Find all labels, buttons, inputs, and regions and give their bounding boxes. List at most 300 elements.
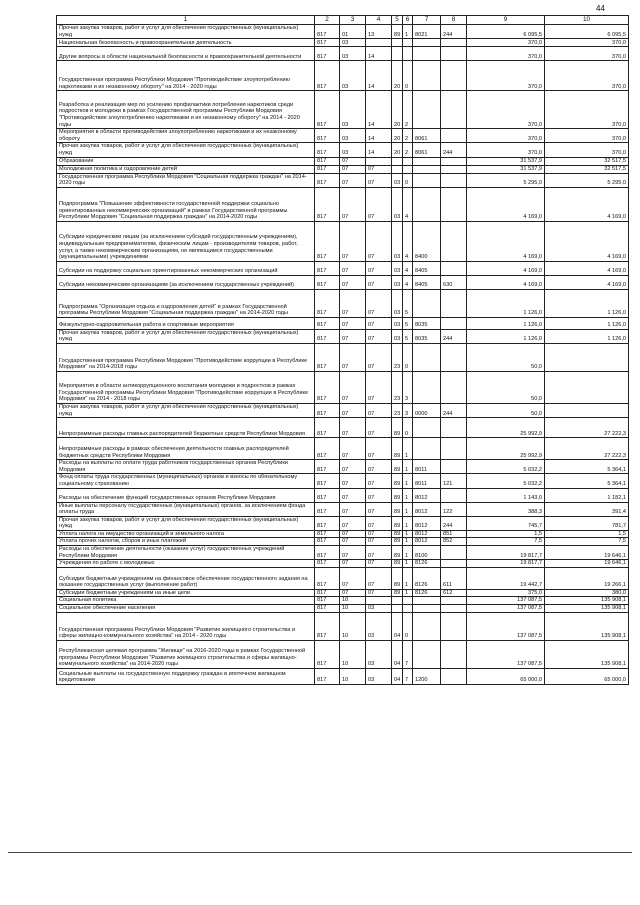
expense-type-cell	[441, 488, 467, 502]
program-cell: 89	[392, 488, 403, 502]
subsection-cell: 07	[366, 261, 392, 275]
subsection-cell: 03	[366, 669, 392, 685]
program-cell: 03	[392, 187, 403, 221]
article-cell	[413, 613, 441, 641]
subprogram-cell: 0	[403, 613, 413, 641]
column-header: 2	[315, 16, 340, 25]
program-cell: 89	[392, 530, 403, 538]
amount-year2-cell: 32 517,5	[545, 157, 629, 165]
amount-year2-cell: 370,0	[545, 61, 629, 91]
article-cell	[413, 165, 441, 173]
row-name-cell: Субсидии некоммерческим организациям (за исключением государственных учреждений)	[57, 275, 315, 289]
table-row	[57, 418, 629, 438]
amount-year2-cell: 370,0	[545, 39, 629, 47]
program-cell	[392, 47, 403, 61]
subsection-cell: 07	[366, 460, 392, 474]
amount-year2-cell: 27 222,3	[545, 418, 629, 438]
column-header: 3	[340, 16, 366, 25]
article-cell: 8126	[413, 560, 441, 568]
article-cell	[413, 289, 441, 317]
section-cell: 03	[340, 47, 366, 61]
subprogram-cell: 1	[403, 516, 413, 530]
table-row	[57, 317, 629, 329]
program-cell	[392, 605, 403, 613]
amount-year1-cell: 19 442,7	[467, 567, 545, 589]
table-row	[57, 143, 629, 157]
subprogram-cell: 4	[403, 221, 413, 261]
admin-code-cell: 817	[315, 329, 340, 343]
table-row	[57, 343, 629, 371]
program-cell: 03	[392, 317, 403, 329]
table-row	[57, 221, 629, 261]
admin-code-cell: 817	[315, 317, 340, 329]
subsection-cell: 07	[366, 187, 392, 221]
amount-year1-cell: 1,5	[467, 530, 545, 538]
table-row	[57, 538, 629, 546]
article-cell	[413, 597, 441, 605]
amount-year2-cell: 135 908,1	[545, 613, 629, 641]
section-cell: 07	[340, 460, 366, 474]
row-name-cell: Уплата налога на имущество организаций и земельного налога	[57, 530, 315, 538]
admin-code-cell: 817	[315, 538, 340, 546]
subprogram-cell: 1	[403, 530, 413, 538]
amount-year1-cell: 19 817,7	[467, 546, 545, 560]
amount-year2-cell: 32 517,5	[545, 165, 629, 173]
subprogram-cell	[403, 47, 413, 61]
admin-code-cell: 817	[315, 502, 340, 516]
section-cell: 03	[340, 61, 366, 91]
row-name-cell: Прочая закупка товаров, работ и услуг для обеспечения государственных (муниципальных) нужд	[57, 25, 315, 39]
subprogram-cell: 1	[403, 25, 413, 39]
row-name-cell: Субсидии бюджетным учреждениям на финансовое обеспечение государственного задания на оказание государственных услуг (выполнение работ)	[57, 567, 315, 589]
amount-year1-cell: 745,7	[467, 516, 545, 530]
expense-type-cell: 244	[441, 143, 467, 157]
budget-table	[56, 15, 629, 685]
table-row	[57, 129, 629, 143]
expense-type-cell	[441, 39, 467, 47]
section-cell: 07	[340, 165, 366, 173]
section-cell: 07	[340, 538, 366, 546]
table-row	[57, 546, 629, 560]
amount-year2-cell: 1 126,0	[545, 317, 629, 329]
subprogram-cell	[403, 597, 413, 605]
admin-code-cell: 817	[315, 343, 340, 371]
amount-year1-cell: 50,0	[467, 403, 545, 417]
amount-year2-cell: 4 169,0	[545, 261, 629, 275]
program-cell: 03	[392, 261, 403, 275]
admin-code-cell: 817	[315, 530, 340, 538]
subsection-cell: 07	[366, 221, 392, 261]
expense-type-cell	[441, 560, 467, 568]
subprogram-cell: 4	[403, 261, 413, 275]
subprogram-cell	[403, 39, 413, 47]
program-cell	[392, 597, 403, 605]
subsection-cell: 07	[366, 418, 392, 438]
expense-type-cell	[441, 371, 467, 403]
admin-code-cell: 817	[315, 289, 340, 317]
article-cell	[413, 39, 441, 47]
row-name-cell: Государственная программа Республики Мордовия "Противодействие злоупотреблению наркотиками и их незаконному обороту" на 2014 - 2020 годы	[57, 61, 315, 91]
program-cell: 20	[392, 61, 403, 91]
amount-year1-cell: 65 000,0	[467, 669, 545, 685]
article-cell	[413, 438, 441, 460]
program-cell: 89	[392, 560, 403, 568]
subprogram-cell: 3	[403, 371, 413, 403]
subsection-cell: 07	[366, 343, 392, 371]
amount-year1-cell: 370,0	[467, 61, 545, 91]
expense-type-cell	[441, 129, 467, 143]
amount-year2-cell: 380,0	[545, 589, 629, 597]
amount-year1-cell: 370,0	[467, 91, 545, 129]
table-row	[57, 157, 629, 165]
section-cell: 07	[340, 187, 366, 221]
amount-year1-cell: 25 992,9	[467, 438, 545, 460]
row-name-cell: Мероприятия в области противодействия злоупотреблению наркотиками и их незаконному обороту	[57, 129, 315, 143]
expense-type-cell	[441, 641, 467, 669]
amount-year1-cell: 370,0	[467, 47, 545, 61]
row-name-cell: Государственная программа Республики Мордовия "Развитие жилищного строительства и сферы жилищно-коммунального хозяйства" на 2014 - 2020 годы	[57, 613, 315, 641]
article-cell	[413, 641, 441, 669]
article-cell: 8012	[413, 516, 441, 530]
section-cell: 07	[340, 221, 366, 261]
admin-code-cell: 817	[315, 597, 340, 605]
subsection-cell: 07	[366, 488, 392, 502]
expense-type-cell	[441, 605, 467, 613]
amount-year2-cell: 4 169,0	[545, 275, 629, 289]
article-cell: 8012	[413, 538, 441, 546]
row-name-cell: Учреждения по работе с молодежью	[57, 560, 315, 568]
amount-year2-cell: 135 908,1	[545, 605, 629, 613]
row-name-cell: Государственная программа Республики Мордовия "Социальная поддержка граждан" на 2014-2020 годы	[57, 173, 315, 187]
amount-year2-cell: 370,0	[545, 91, 629, 129]
row-name-cell: Разработка и реализация мер по усилению профилактики потребления наркотиков среди подростков и молодежи в рамках Государственной программы Республики Мордовия "Противодействие злоупотреблению наркотиками и их незаконному обороту" на 2014 - 2020 годы	[57, 91, 315, 129]
article-cell	[413, 91, 441, 129]
subprogram-cell: 4	[403, 275, 413, 289]
subsection-cell	[366, 597, 392, 605]
amount-year2-cell: 1 126,0	[545, 329, 629, 343]
expense-type-cell	[441, 317, 467, 329]
article-cell	[413, 47, 441, 61]
row-name-cell: Подпрограмма "Повышение эффективности государственной поддержки социально ориентированных некоммерческих организаций" в рамках Государственной программы Республики Мордовия "Социальная поддержка граждан" на 2014-2020 годы	[57, 187, 315, 221]
program-cell	[392, 165, 403, 173]
amount-year2-cell: 5 364,1	[545, 460, 629, 474]
admin-code-cell: 817	[315, 546, 340, 560]
row-name-cell: Субсидии бюджетным учреждениям на иные цели	[57, 589, 315, 597]
subsection-cell	[366, 39, 392, 47]
table-row	[57, 289, 629, 317]
amount-year1-cell: 5 295,0	[467, 173, 545, 187]
section-cell: 07	[340, 502, 366, 516]
amount-year2-cell	[545, 343, 629, 371]
subsection-cell: 07	[366, 317, 392, 329]
table-row	[57, 371, 629, 403]
subprogram-cell	[403, 165, 413, 173]
program-cell: 89	[392, 538, 403, 546]
amount-year1-cell: 5 032,2	[467, 460, 545, 474]
section-cell: 07	[340, 530, 366, 538]
section-cell: 07	[340, 289, 366, 317]
amount-year2-cell: 135 908,1	[545, 597, 629, 605]
section-cell: 07	[340, 567, 366, 589]
subprogram-cell: 1	[403, 538, 413, 546]
admin-code-cell: 817	[315, 589, 340, 597]
subsection-cell: 07	[366, 403, 392, 417]
expense-type-cell	[441, 438, 467, 460]
section-cell: 07	[340, 589, 366, 597]
section-cell: 07	[340, 438, 366, 460]
amount-year2-cell: 5 295,0	[545, 173, 629, 187]
subsection-cell: 07	[366, 173, 392, 187]
table-row	[57, 605, 629, 613]
subprogram-cell: 1	[403, 560, 413, 568]
row-name-cell: Субсидии юридическим лицам (за исключением субсидий государственным учреждениям), индивидуальным предпринимателям, физическим лицам - производителям товаров, работ, услуг, а также некоммерческим организациям, не являющимся государственными (муниципальными) учреждениями	[57, 221, 315, 261]
column-header: 8	[441, 16, 467, 25]
program-cell: 04	[392, 669, 403, 685]
subprogram-cell: 5	[403, 317, 413, 329]
article-cell	[413, 343, 441, 371]
admin-code-cell: 817	[315, 460, 340, 474]
amount-year2-cell: 1 182,1	[545, 488, 629, 502]
table-row	[57, 25, 629, 39]
row-name-cell: Субсидии на поддержку социально ориентированных некоммерческих организаций	[57, 261, 315, 275]
subsection-cell: 14	[366, 47, 392, 61]
expense-type-cell	[441, 289, 467, 317]
table-row	[57, 502, 629, 516]
amount-year2-cell: 370,0	[545, 129, 629, 143]
article-cell	[413, 418, 441, 438]
amount-year2-cell: 65 000,0	[545, 669, 629, 685]
article-cell	[413, 371, 441, 403]
program-cell: 89	[392, 516, 403, 530]
subprogram-cell: 4	[403, 187, 413, 221]
admin-code-cell: 817	[315, 516, 340, 530]
table-row	[57, 61, 629, 91]
subsection-cell: 14	[366, 143, 392, 157]
subsection-cell: 03	[366, 613, 392, 641]
amount-year2-cell: 7,5	[545, 538, 629, 546]
table-row	[57, 474, 629, 488]
amount-year1-cell: 50,0	[467, 343, 545, 371]
table-row	[57, 560, 629, 568]
subprogram-cell: 7	[403, 669, 413, 685]
column-header: 9	[467, 16, 545, 25]
amount-year1-cell: 4 169,0	[467, 261, 545, 275]
expense-type-cell	[441, 173, 467, 187]
expense-type-cell: 852	[441, 538, 467, 546]
article-cell: 8061	[413, 129, 441, 143]
admin-code-cell: 817	[315, 165, 340, 173]
expense-type-cell	[441, 221, 467, 261]
table-row	[57, 261, 629, 275]
row-name-cell: Социальное обеспечение населения	[57, 605, 315, 613]
program-cell: 03	[392, 329, 403, 343]
table-row	[57, 669, 629, 685]
admin-code-cell: 817	[315, 641, 340, 669]
subprogram-cell: 0	[403, 61, 413, 91]
article-cell: 8400	[413, 221, 441, 261]
program-cell: 20	[392, 91, 403, 129]
section-cell: 07	[340, 317, 366, 329]
admin-code-cell: 817	[315, 143, 340, 157]
program-cell: 23	[392, 403, 403, 417]
admin-code-cell: 817	[315, 275, 340, 289]
table-row	[57, 329, 629, 343]
amount-year1-cell: 137 087,5	[467, 613, 545, 641]
program-cell: 03	[392, 289, 403, 317]
table-row	[57, 39, 629, 47]
admin-code-cell: 817	[315, 488, 340, 502]
subprogram-cell: 3	[403, 403, 413, 417]
article-cell: 8035	[413, 317, 441, 329]
program-cell: 23	[392, 371, 403, 403]
subprogram-cell: 1	[403, 438, 413, 460]
row-name-cell: Уплата прочих налогов, сборов и иных платежей	[57, 538, 315, 546]
amount-year1-cell: 1 126,0	[467, 289, 545, 317]
amount-year1-cell: 1 126,0	[467, 329, 545, 343]
expense-type-cell	[441, 157, 467, 165]
subprogram-cell: 5	[403, 329, 413, 343]
subprogram-cell: 1	[403, 502, 413, 516]
amount-year1-cell: 31 537,9	[467, 157, 545, 165]
program-cell: 89	[392, 460, 403, 474]
amount-year2-cell	[545, 371, 629, 403]
expense-type-cell	[441, 187, 467, 221]
subsection-cell: 14	[366, 129, 392, 143]
amount-year1-cell: 370,0	[467, 39, 545, 47]
admin-code-cell: 817	[315, 605, 340, 613]
subsection-cell: 07	[366, 567, 392, 589]
amount-year1-cell: 5 032,2	[467, 474, 545, 488]
row-name-cell: Национальная безопасность и правоохранительная деятельность	[57, 39, 315, 47]
program-cell: 20	[392, 129, 403, 143]
section-cell: 10	[340, 597, 366, 605]
admin-code-cell: 817	[315, 25, 340, 39]
subprogram-cell: 1	[403, 589, 413, 597]
amount-year1-cell: 370,0	[467, 143, 545, 157]
table-row	[57, 187, 629, 221]
row-name-cell: Прочая закупка товаров, работ и услуг для обеспечения государственных (муниципальных) нужд	[57, 403, 315, 417]
subsection-cell: 07	[366, 275, 392, 289]
amount-year2-cell: 19 646,1	[545, 560, 629, 568]
table-row	[57, 275, 629, 289]
table-row	[57, 460, 629, 474]
expense-type-cell: 122	[441, 502, 467, 516]
subsection-cell: 07	[366, 329, 392, 343]
amount-year1-cell: 4 169,0	[467, 221, 545, 261]
subsection-cell: 14	[366, 91, 392, 129]
row-name-cell: Образование	[57, 157, 315, 165]
article-cell: 8405	[413, 275, 441, 289]
amount-year2-cell: 4 169,0	[545, 187, 629, 221]
article-cell	[413, 157, 441, 165]
table-row	[57, 613, 629, 641]
program-cell: 89	[392, 546, 403, 560]
section-cell: 10	[340, 669, 366, 685]
section-cell: 07	[340, 275, 366, 289]
table-row	[57, 173, 629, 187]
subsection-cell: 07	[366, 538, 392, 546]
amount-year2-cell: 27 222,3	[545, 438, 629, 460]
amount-year1-cell: 4 169,0	[467, 187, 545, 221]
article-cell: 8035	[413, 329, 441, 343]
table-row	[57, 589, 629, 597]
section-cell: 07	[340, 173, 366, 187]
program-cell: 89	[392, 438, 403, 460]
program-cell: 03	[392, 221, 403, 261]
amount-year1-cell: 137 087,5	[467, 605, 545, 613]
section-cell: 07	[340, 560, 366, 568]
subsection-cell	[366, 157, 392, 165]
row-name-cell: Государственная программа Республики Мордовия "Противодействие коррупции в Республике Мордовия" на 2014-2018 годы	[57, 343, 315, 371]
admin-code-cell: 817	[315, 371, 340, 403]
admin-code-cell: 817	[315, 261, 340, 275]
row-name-cell: Прочая закупка товаров, работ и услуг для обеспечения государственных (муниципальных) нужд	[57, 329, 315, 343]
expense-type-cell	[441, 91, 467, 129]
admin-code-cell: 817	[315, 669, 340, 685]
article-cell: 8126	[413, 567, 441, 589]
section-cell: 10	[340, 613, 366, 641]
row-name-cell: Мероприятия в области антикоррупционного воспитания молодежи и подростков в рамках Государственной программы Республики Мордовия "Противодействие коррупции в Республике Мордовия" на 2014 - 2018 годы	[57, 371, 315, 403]
expense-type-cell: 121	[441, 474, 467, 488]
page-bottom-rule	[8, 852, 632, 853]
program-cell: 89	[392, 25, 403, 39]
admin-code-cell: 817	[315, 418, 340, 438]
section-cell: 03	[340, 39, 366, 47]
article-cell: 8021	[413, 25, 441, 39]
row-name-cell: Прочая закупка товаров, работ и услуг для обеспечения государственных (муниципальных) нужд	[57, 516, 315, 530]
section-cell: 07	[340, 488, 366, 502]
expense-type-cell	[441, 343, 467, 371]
admin-code-cell: 817	[315, 567, 340, 589]
subsection-cell: 03	[366, 605, 392, 613]
subprogram-cell	[403, 605, 413, 613]
amount-year1-cell: 19 817,7	[467, 560, 545, 568]
subsection-cell: 07	[366, 371, 392, 403]
amount-year1-cell: 1 143,0	[467, 488, 545, 502]
admin-code-cell: 817	[315, 129, 340, 143]
program-cell	[392, 39, 403, 47]
row-name-cell: Иные выплаты персоналу государственных (муниципальных) органов, за исключением фонда оплаты труда	[57, 502, 315, 516]
subsection-cell: 07	[366, 502, 392, 516]
table-row	[57, 403, 629, 417]
program-cell: 03	[392, 275, 403, 289]
section-cell: 01	[340, 25, 366, 39]
amount-year2-cell: 370,0	[545, 47, 629, 61]
row-name-cell: Непрограммные расходы главных распорядителей бюджетных средств Республики Мордовия	[57, 418, 315, 438]
program-cell: 04	[392, 613, 403, 641]
expense-type-cell: 244	[441, 329, 467, 343]
amount-year1-cell: 388,3	[467, 502, 545, 516]
admin-code-cell: 817	[315, 91, 340, 129]
column-header: 4	[366, 16, 392, 25]
table-row	[57, 91, 629, 129]
section-cell: 10	[340, 605, 366, 613]
admin-code-cell: 817	[315, 474, 340, 488]
program-cell: 23	[392, 343, 403, 371]
article-cell: 8061	[413, 143, 441, 157]
table-row	[57, 488, 629, 502]
amount-year2-cell: 6 095,5	[545, 25, 629, 39]
subsection-cell: 07	[366, 165, 392, 173]
amount-year1-cell: 7,5	[467, 538, 545, 546]
subprogram-cell: 5	[403, 289, 413, 317]
amount-year1-cell: 6 095,5	[467, 25, 545, 39]
article-cell: 8126	[413, 589, 441, 597]
row-name-cell: Подпрограмма "Организация отдыха и оздоровления детей" в рамках Государственной программы Республики Мордовия "Социальная поддержка граждан" на 2014-2020 годы	[57, 289, 315, 317]
subsection-cell: 03	[366, 641, 392, 669]
expense-type-cell	[441, 460, 467, 474]
table-row	[57, 165, 629, 173]
